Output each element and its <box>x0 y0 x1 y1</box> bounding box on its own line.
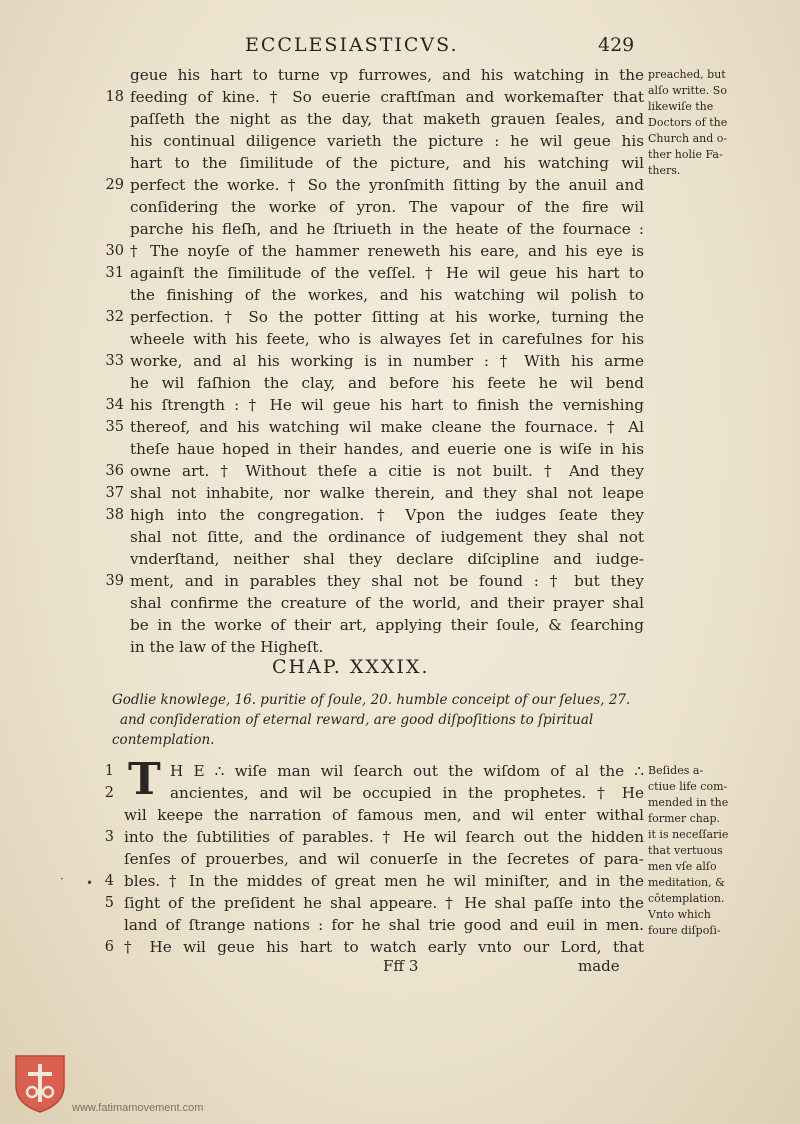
margin-note-line: it is neceſſarie <box>648 828 729 841</box>
catchword: made <box>578 957 620 975</box>
margin-note-line: Doctors of the <box>648 116 728 129</box>
text-line: conſidering the worke of yron. The vapour of the fire wil <box>130 198 644 216</box>
text-line: perfect the worke. † So the yronſmith ſitting by the anuil and <box>130 176 644 194</box>
verse-number: 4 <box>104 873 114 889</box>
running-title: ECCLESIASTICVS. <box>245 34 459 56</box>
text-line: ſight of the preſident he shal appeare. † He shal paſſe into the <box>124 894 644 912</box>
verse-number: 29 <box>105 177 124 193</box>
verse-number: 1 <box>104 763 114 779</box>
chapter-heading: CHAP. XXXIX. <box>272 656 430 678</box>
margin-note-line: former chap. <box>648 812 720 825</box>
margin-note-line: alſo writte. So <box>648 84 727 97</box>
text-line: geue his hart to turne vp furrowes, and his watching in the <box>130 66 644 84</box>
text-line: shal not ſitte, and the ordinance of iudgement they shal not <box>130 528 644 546</box>
margin-note-line: Beſides a- <box>648 764 704 777</box>
margin-note-line: Vnto which <box>648 908 711 921</box>
margin-note-line: ther holie Fa- <box>648 148 723 161</box>
text-line: † The noyſe of the hammer reneweth his eare, and his eye is <box>130 242 644 260</box>
text-line: his continual diligence varieth the picture : he wil geue his <box>130 132 644 150</box>
text-line: high into the congregation. † Vpon the iudges ſeate they <box>130 506 644 524</box>
page-number: 429 <box>598 34 635 56</box>
crest-logo-icon <box>12 1052 68 1114</box>
text-line: the finishing of the workes, and his watching wil polish to <box>130 286 644 304</box>
text-line: feeding of kine. † So euerie craftſman and workemaſter that <box>130 88 644 106</box>
text-line: he wil faſhion the clay, and before his feete he wil bend <box>130 374 644 392</box>
text-line: ancientes, and wil be occupied in the prophetes. † He <box>170 784 644 802</box>
text-line: his ſtrength : † He wil geue his hart to finish the vernishing <box>130 396 644 414</box>
margin-note-line: mended in the <box>648 796 729 809</box>
text-line: theſe haue hoped in their handes, and euerie one is wiſe in his <box>130 440 644 458</box>
verse-number: 33 <box>105 353 124 369</box>
text-line: ſenſes of prouerbes, and wil conuerſe in the ſecretes of para- <box>124 850 644 868</box>
verse-number: 36 <box>105 463 124 479</box>
text-line: vnderſtand, neither shal they declare diſcipline and iudge- <box>130 550 644 568</box>
text-line: owne art. † Without theſe a citie is not built. † And they <box>130 462 644 480</box>
verse-number: 35 <box>105 419 124 435</box>
verse-number: 6 <box>104 939 114 955</box>
verse-number: 37 <box>105 485 124 501</box>
text-line: land of ſtrange nations : for he shal trie good and euil in men. <box>124 916 644 934</box>
verse-number: 30 <box>105 243 124 259</box>
margin-note-line: men vſe alſo <box>648 860 717 873</box>
text-line: † He wil geue his hart to watch early vnto our Lord, that <box>124 938 644 956</box>
margin-note-line: Church and o- <box>648 132 728 145</box>
watermark-url[interactable]: www.fatimamovement.com <box>72 1102 204 1114</box>
verse-number: 18 <box>105 89 124 105</box>
chapter-summary-line: Godlie knowlege, 16. puritie of ſoule, 20. humble conceipt of our ſelues, 27. <box>112 692 631 708</box>
margin-note-line: preached, but <box>648 68 726 81</box>
verse-number: 3 <box>104 829 114 845</box>
verse-number: 5 <box>104 895 114 911</box>
text-line: paſſeth the night as the day, that maketh grauen ſeales, and <box>130 110 644 128</box>
verse-number: 2 <box>104 785 114 801</box>
text-line: H E ∴ wiſe man wil ſearch out the wiſdom of al the ∴ <box>170 762 644 780</box>
verse-number: 38 <box>105 507 124 523</box>
text-line: thereof, and his watching wil make cleane the fournace. † Al <box>130 418 644 436</box>
chapter-summary-line: contemplation. <box>112 732 215 748</box>
margin-mark: • <box>86 876 94 890</box>
chapter-summary-line: and conſideration of eternal reward, are good diſpoſitions to ſpiritual <box>120 712 594 728</box>
text-line: perfection. † So the potter ſitting at his worke, turning the <box>130 308 644 326</box>
margin-note-line: thers. <box>648 164 681 177</box>
text-line: be in the worke of their art, applying their ſoule, & ſearching <box>130 616 644 634</box>
margin-note-line: meditation, & <box>648 876 725 889</box>
text-line: shal not inhabite, nor walke therein, and they shal not leape <box>130 484 644 502</box>
text-line: againſt the ſimilitude of the veſſel. † He wil geue his hart to <box>130 264 644 282</box>
text-line: shal confirme the creature of the world, and their prayer shal <box>130 594 644 612</box>
text-line: worke, and al his working is in number : † With his arme <box>130 352 644 370</box>
text-line: ment, and in parables they shal not be found : † but they <box>130 572 644 590</box>
margin-note-line: cōtemplation. <box>648 892 725 905</box>
text-line: in the law of the Higheſt. <box>130 638 324 656</box>
text-line: wheele with his feete, who is alwayes ſet in carefulnes for his <box>130 330 644 348</box>
text-line: hart to the ſimilitude of the picture, and his watching wil <box>130 154 644 172</box>
drop-cap: T <box>128 754 161 805</box>
text-line: parche his fleſh, and he ſtriueth in the heate of the fournace : <box>130 220 644 238</box>
margin-mark: · <box>60 872 64 886</box>
verse-number: 31 <box>105 265 124 281</box>
verse-number: 34 <box>105 397 124 413</box>
verse-number: 39 <box>105 573 124 589</box>
verse-number: 32 <box>105 309 124 325</box>
margin-note-line: foure diſpoſi- <box>648 924 721 937</box>
text-line: into the ſubtilities of parables. † He wil ſearch out the hidden <box>124 828 644 846</box>
signature-mark: Fff 3 <box>383 957 419 975</box>
text-line: wil keepe the narration of famous men, and wil enter withal <box>124 806 644 824</box>
text-line: bles. † In the middes of great men he wil miniſter, and in the <box>124 872 644 890</box>
margin-note-line: likewiſe the <box>648 100 714 113</box>
margin-note-line: that vertuous <box>648 844 723 857</box>
running-header <box>0 34 800 60</box>
margin-note-line: ctiue life com- <box>648 780 728 793</box>
